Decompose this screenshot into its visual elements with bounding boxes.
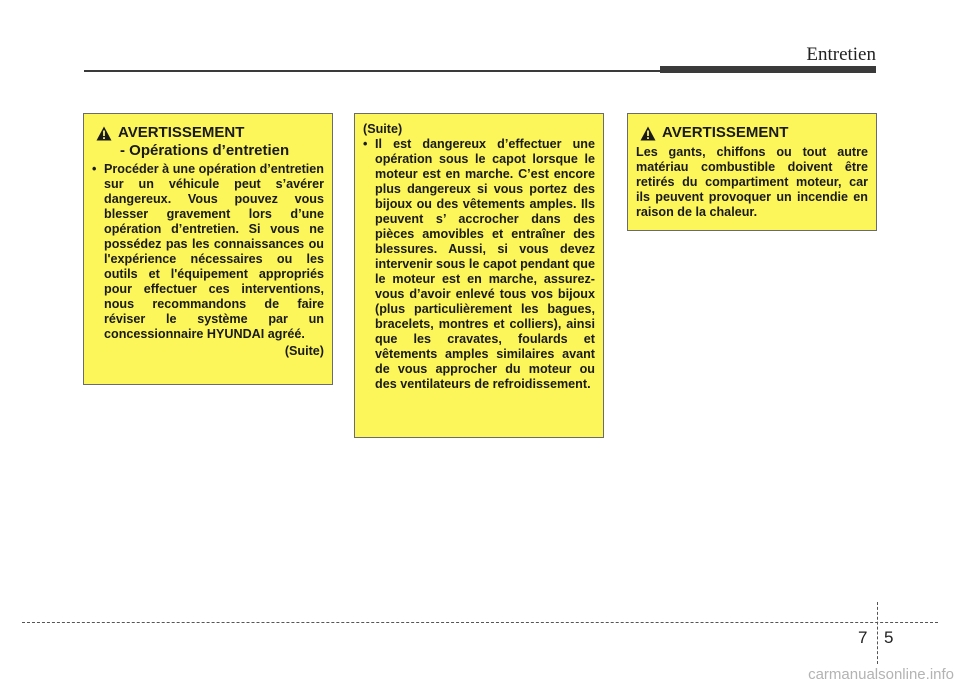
header-title: Entretien: [806, 44, 876, 65]
warning-heading-text: AVERTISSEMENT: [662, 124, 789, 141]
bullet-mark: •: [363, 137, 368, 151]
warning-subheading: - Opérations d’entretien: [120, 142, 290, 159]
watermark: carmanualsonline.info: [808, 666, 954, 683]
warning-triangle-icon: [640, 126, 656, 141]
warning-body-text: Procéder à une opération d’entretien sur un véhicule peut s’avérer dangereux. Vous pouvez vous blesser gravement lors d’une opération d’entretien. Si vous ne possédez pas les connaissances ou l'expérience nécessaires ou les outils et l'équipement appropriés pour effectuer ces interventions, nous recommandons de faire réviser le système par un concessionnaire HYUNDAI agréé.: [104, 162, 324, 341]
continued-note: (Suite): [284, 344, 324, 358]
header-rule-thin: [84, 70, 660, 72]
warning-box-maintenance: [83, 113, 333, 385]
warning-body-text: Il est dangereux d’effectuer une opération sous le capot lorsque le moteur est en marche. C’est encore plus dangereux si vous portez des bijoux ou des vêtements amples. Ils peuvent s’ accrocher dans des pièces amovibles et entraîner des blessures. Aussi, si vous devez intervenir sous le capot pendant que le moteur est en marche, assurez-vous d’avoir enlevé tous vos bijoux (plus particulièrement les bagues, bracelets, montres et colliers), ainsi que les cravates, foulards et vêtements amples similaires avant de vous approcher du moteur ou des ventilateurs de refroidissement.: [375, 137, 595, 391]
footer-dashed-divider: [877, 602, 878, 664]
continued-label: (Suite): [363, 122, 403, 136]
warning-body-text: Les gants, chiffons ou tout autre matériau combustible doivent être retirés du compartiment moteur, car ils peuvent provoquer un incendie en raison de la chaleur.: [636, 145, 868, 219]
header-rule-thick: [660, 66, 876, 73]
warning-bullet: [92, 162, 324, 342]
warning-heading-text: AVERTISSEMENT: [118, 124, 245, 141]
warning-bullet: [363, 137, 595, 392]
warning-heading: [636, 124, 868, 142]
footer-dashed-rule: [22, 622, 938, 623]
warning-box-combustible: [627, 113, 877, 231]
chapter-number: 7: [858, 628, 868, 647]
warning-box-continued: [354, 113, 604, 438]
warning-heading: [92, 124, 324, 142]
page-number: 5: [884, 628, 894, 647]
bullet-mark: •: [92, 162, 97, 176]
warning-triangle-icon: [96, 126, 112, 141]
